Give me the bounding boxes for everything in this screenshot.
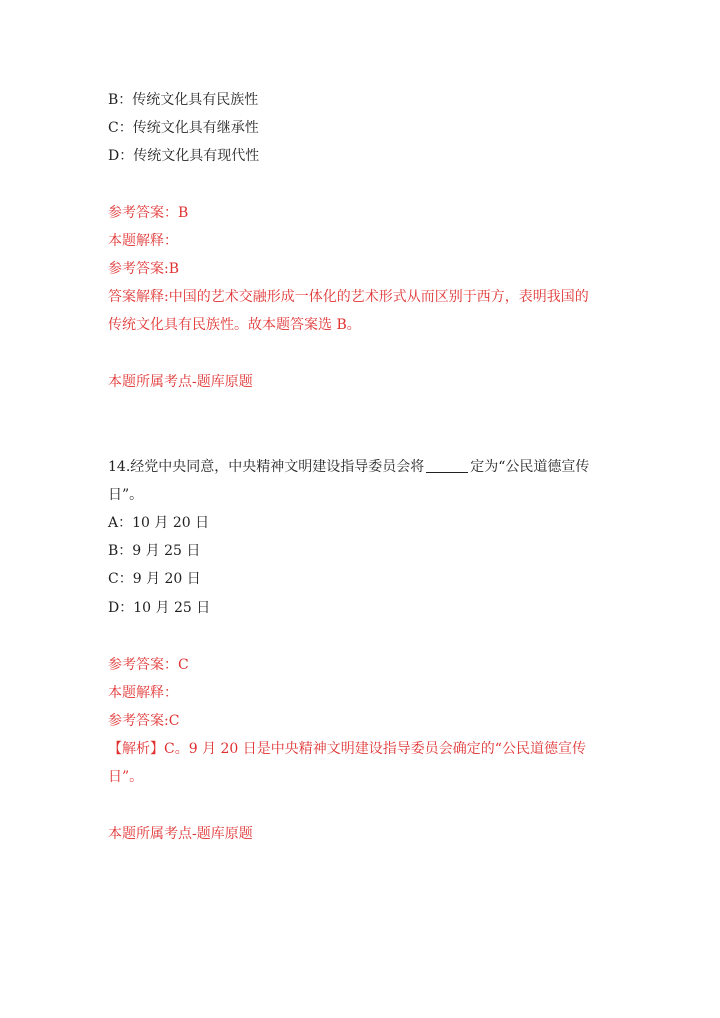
q14-source: 本题所属考点-题库原题 bbox=[108, 826, 253, 842]
q14-answer-label: 参考答案：C bbox=[108, 657, 189, 673]
q14-question-part2: 定为“公民道德宣传 bbox=[470, 459, 590, 475]
q14-question-part1: 14.经党中央同意，中央精神文明建设指导委员会将 bbox=[108, 459, 425, 475]
q13-option-c: C：传统文化具有继承性 bbox=[108, 120, 259, 136]
q13-analysis-line1: 答案解释:中国的艺术交融形成一体化的艺术形式从而区别于西方，表明我国的 bbox=[108, 289, 589, 305]
q14-question-line1 bbox=[108, 457, 589, 477]
q13-answer-label: 参考答案：B bbox=[108, 205, 189, 221]
q14-option-a: A：10 月 20 日 bbox=[108, 515, 210, 531]
q14-analysis-line1: 【解析】C。9 月 20 日是中央精神文明建设指导委员会确定的“公民道德宣传 bbox=[108, 741, 586, 757]
q13-analysis-line2: 传统文化具有民族性。故本题答案选 B。 bbox=[108, 317, 361, 333]
q14-analysis-line2: 日”。 bbox=[108, 769, 144, 785]
q14-question-line2: 日”。 bbox=[108, 487, 144, 503]
q14-option-d: D：10 月 25 日 bbox=[108, 600, 211, 616]
q14-answer-blank bbox=[426, 458, 468, 473]
q13-option-d: D：传统文化具有现代性 bbox=[108, 148, 260, 164]
q14-option-c: C：9 月 20 日 bbox=[108, 571, 201, 587]
q14-option-b: B：9 月 25 日 bbox=[108, 543, 201, 559]
q13-option-b: B：传统文化具有民族性 bbox=[108, 92, 259, 108]
q14-ref-answer: 参考答案:C bbox=[108, 713, 180, 729]
q14-explain-label: 本题解释： bbox=[108, 685, 178, 701]
q13-ref-answer: 参考答案:B bbox=[108, 261, 180, 277]
q13-source: 本题所属考点-题库原题 bbox=[108, 374, 253, 390]
q13-explain-label: 本题解释： bbox=[108, 233, 178, 249]
